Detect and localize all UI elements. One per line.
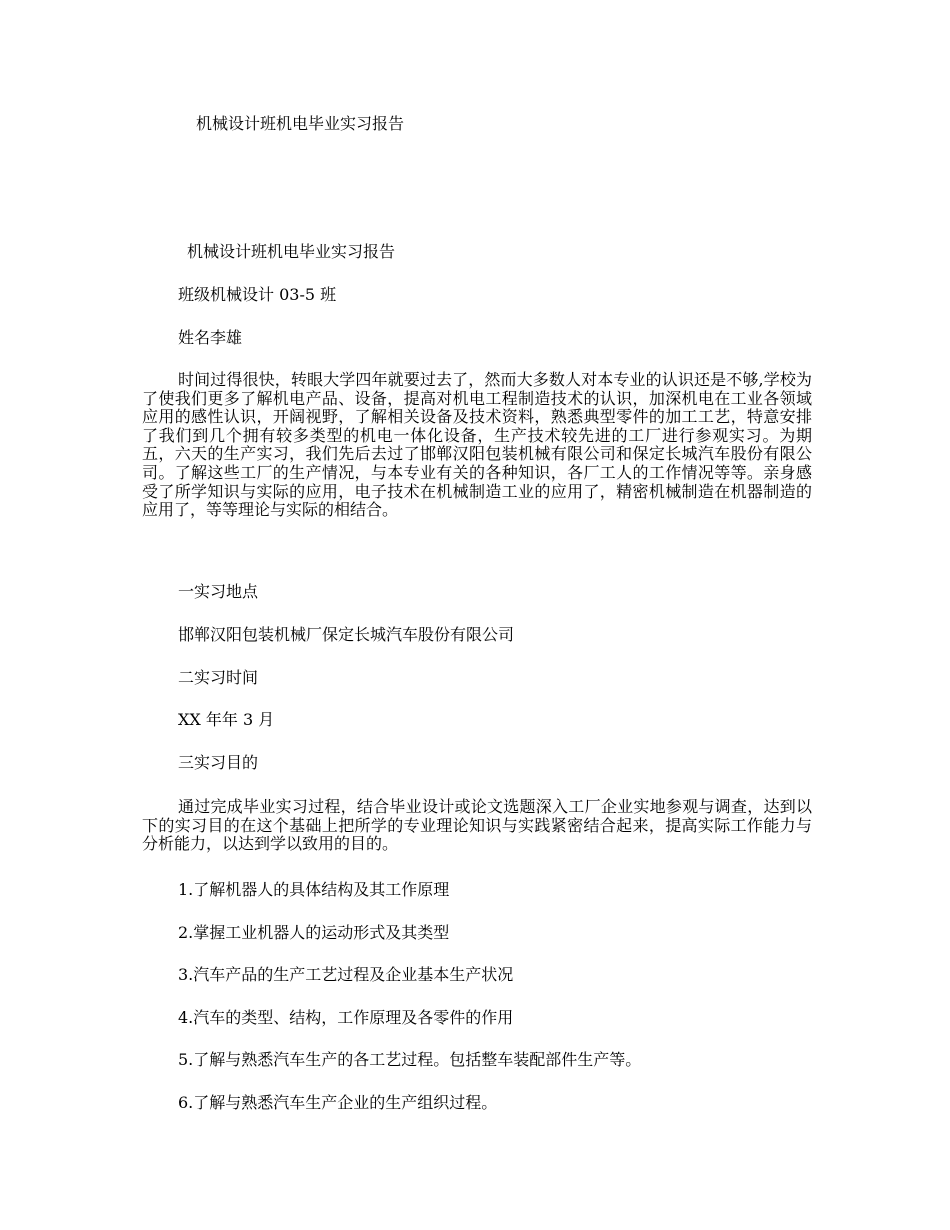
report-title: 机械设计班机电毕业实习报告 bbox=[187, 242, 396, 261]
list-item: 2.掌握工业机器人的运动形式及其类型 bbox=[178, 923, 450, 942]
section-heading-purpose: 三实习目的 bbox=[178, 753, 259, 772]
page-title: 机械设计班机电毕业实习报告 bbox=[196, 114, 405, 133]
list-item: 4.汽车的类型、结构，工作原理及各零件的作用 bbox=[178, 1008, 514, 1027]
intro-paragraph: 时间过得很快，转眼大学四年就要过去了，然而大多数人对本专业的认识还是不够,学校为了使我们更多了解机电产品、设备，提高对机电工程制造技术的认识，加深机电在工业各领域应用的感性认识，开阔视野，了解相关设备及技术资料，熟悉典型零件的加工工艺，特意安排了我们到几个拥有较多类型的机电一体化设备，生产技术较先进的工厂进行参观实习。为期五，六天的生产实习，我们先后去过了邯郸汉阳包装机械有限公司和保定长城汽车股份有限公司。了解这些工厂的生产情况，与本专业有关的各种知识，各厂工人的工作情况等等。亲身感受了所学知识与实际的应用，电子技术在机械制造工业的应用了，精密机械制造在机器制造的应用了，等等理论与实际的相结合。 bbox=[142, 370, 812, 520]
purpose-paragraph: 通过完成毕业实习过程，结合毕业设计或论文选题深入工厂企业实地参观与调查，达到以下的实习目的在这个基础上把所学的专业理论知识与实践紧密结合起来，提高实际工作能力与分析能力，以达到学以致用的目的。 bbox=[142, 797, 812, 854]
class-line: 班级机械设计 03-5 班 bbox=[178, 285, 337, 304]
list-item: 5.了解与熟悉汽车生产的各工艺过程。包括整车装配部件生产等。 bbox=[178, 1050, 642, 1069]
name-line: 姓名李雄 bbox=[178, 328, 243, 347]
list-item: 1.了解机器人的具体结构及其工作原理 bbox=[178, 880, 450, 899]
section-content-location: 邯郸汉阳包装机械厂保定长城汽车股份有限公司 bbox=[178, 625, 515, 644]
section-heading-location: 一实习地点 bbox=[178, 582, 259, 601]
section-heading-time: 二实习时间 bbox=[178, 668, 259, 687]
list-item: 3.汽车产品的生产工艺过程及企业基本生产状况 bbox=[178, 965, 514, 984]
list-item: 6.了解与熟悉汽车生产企业的生产组织过程。 bbox=[178, 1093, 498, 1112]
section-content-time: XX 年年 3 月 bbox=[178, 710, 275, 729]
